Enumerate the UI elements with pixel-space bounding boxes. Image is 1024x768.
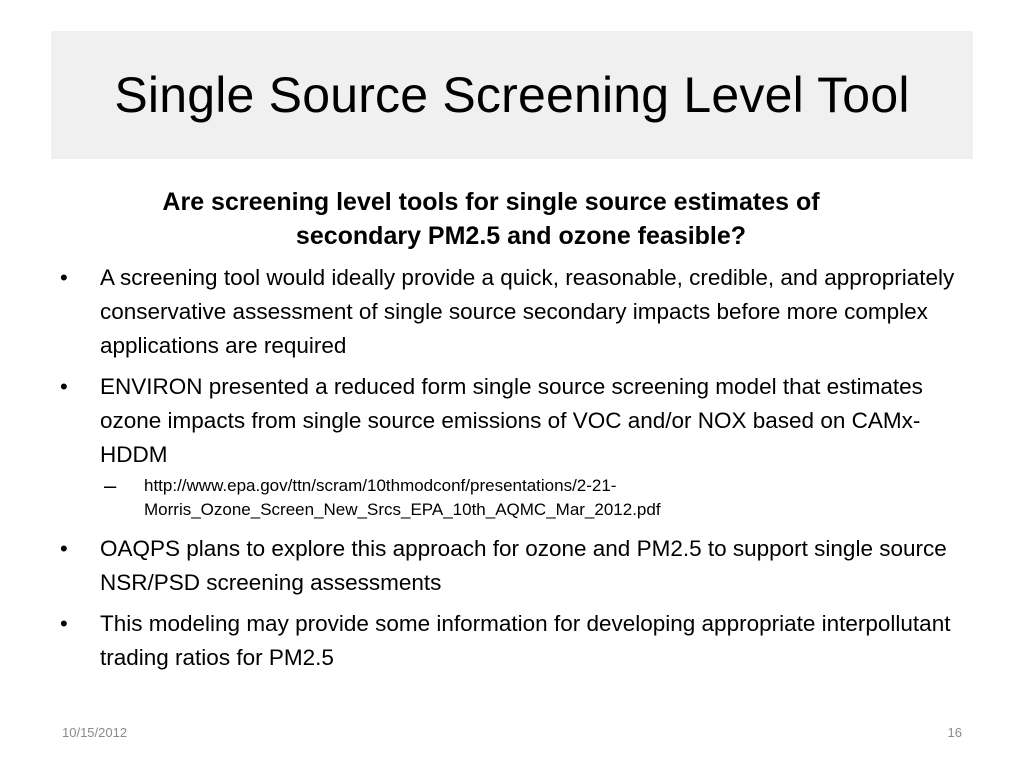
sub-bullet-marker: –	[104, 473, 117, 498]
reference-url-line-2: Morris_Ozone_Screen_New_Srcs_EPA_10th_AQMC_Mar_2012.pdf	[144, 500, 661, 519]
question-line-1: Are screening level tools for single source estimates of	[162, 188, 820, 216]
question-heading	[56, 185, 976, 253]
bullet-marker: •	[60, 536, 68, 561]
bullet-text: ENVIRON presented a reduced form single source screening model that estimates ozone impacts from single source emissions of VOC and/or NOX based on CAMx-HDDM	[100, 374, 923, 467]
question-line-2: secondary PM2.5 and ozone feasible?	[295, 222, 747, 250]
sub-list-item	[100, 474, 976, 522]
bullet-list	[56, 261, 976, 675]
sub-bullet-list	[100, 474, 976, 522]
bullet-text: This modeling may provide some information for developing appropriate interpollutant trading ratios for PM2.5	[100, 611, 951, 670]
bullet-marker: •	[60, 265, 68, 290]
list-item	[56, 261, 976, 363]
bullet-marker: •	[60, 611, 68, 636]
bullet-marker: •	[60, 374, 68, 399]
footer-date: 10/15/2012	[62, 725, 128, 740]
list-item	[56, 607, 976, 675]
list-item	[56, 370, 976, 522]
bullet-text: OAQPS plans to explore this approach for ozone and PM2.5 to support single source NSR/PSD screening assessments	[100, 536, 947, 595]
slide-content	[56, 185, 976, 682]
list-item	[56, 532, 976, 600]
title-bar	[51, 31, 973, 159]
bullet-text: A screening tool would ideally provide a quick, reasonable, credible, and appropriately conservative assessment of single source secondary impacts before more complex applications are required	[100, 265, 955, 358]
reference-url-line-1: http://www.epa.gov/ttn/scram/10thmodconf/presentations/2-21-	[144, 476, 617, 495]
page-number: 16	[947, 725, 962, 740]
slide-title: Single Source Screening Level Tool	[114, 67, 910, 123]
